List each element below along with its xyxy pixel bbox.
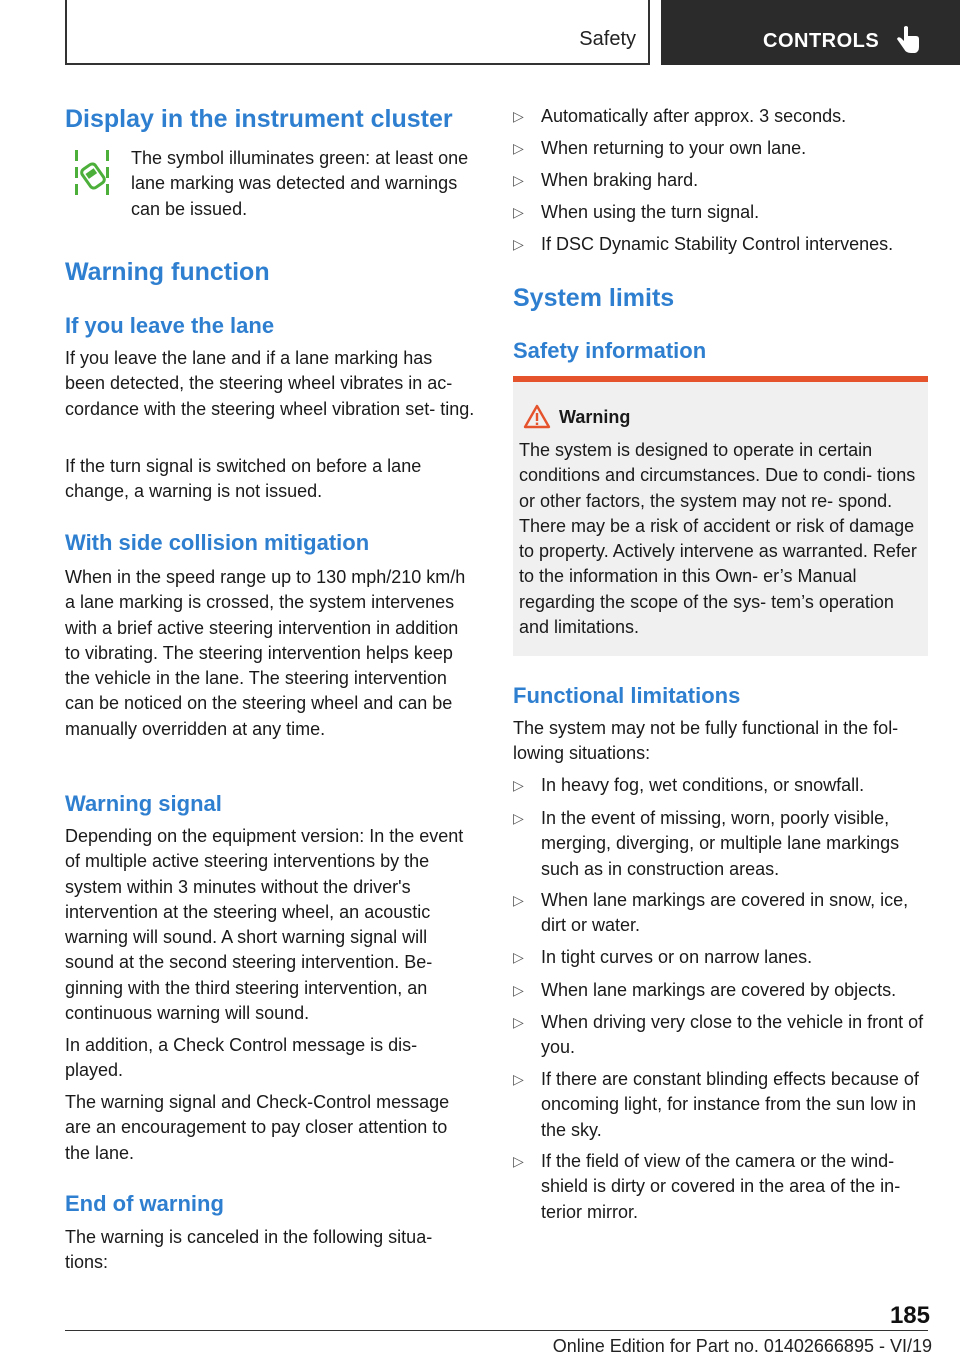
header-baseline	[65, 63, 649, 65]
system-limits-heading: System limits	[513, 284, 675, 312]
functional-intro: The system may not be fully functional in the fol‐ lowing situations:	[513, 718, 899, 764]
warning-function-heading: Warning function	[65, 258, 270, 286]
list-item-text: If there are constant blinding effects because of oncoming light, for instance from the sun low in the sky.	[541, 1069, 919, 1140]
edition-footer: Online Edition for Part no. 01402666895 - VI/19	[552, 1336, 932, 1356]
bullet-marker: ▷	[513, 236, 524, 252]
display-heading: Display in the instrument cluster	[65, 105, 453, 133]
bullet-marker: ▷	[513, 108, 524, 124]
bullet-marker: ▷	[513, 810, 524, 826]
controls-tab-label: CONTROLS	[763, 30, 880, 52]
warning-text: The system is designed to operate in certain conditions and circumstances. Due to condi‐ tions or other factors, the system may not re‐ spond. There may be a risk of accident or risk of damage to property. Actively intervene as warranted. Refer to the information in this Own‐ er’s Manual regarding the scope of the sys‐ tem’s operation and limitations.	[519, 440, 917, 638]
list-item-text: When braking hard.	[541, 170, 699, 190]
warning-signal-text-3: The warning signal and Check-Control message are an encouragement to pay closer attention to the lane.	[65, 1092, 450, 1163]
list-item-text: Automatically after approx. 3 seconds.	[541, 106, 847, 126]
list-item-text: If DSC Dynamic Stability Control intervenes.	[541, 234, 894, 254]
symbol-description: The symbol illuminates green: at least one lane marking was detected and warnings can be issued.	[131, 148, 469, 219]
list-item-text: When driving very close to the vehicle in front of you.	[541, 1012, 924, 1058]
warning-triangle-icon	[523, 404, 551, 430]
controls-tab[interactable]	[661, 0, 960, 65]
warning-signal-text-1: Depending on the equipment version: In the event of multiple active steering interventions by the system within 3 minutes without the driver's intervention at the steering wheel, an acoustic warning will sound. A short warning signal will sound at the second steering intervention. Be‐ ginning with the third steering intervention, an continuous warning will sound.	[65, 826, 464, 1024]
list-item-text: When using the turn signal.	[541, 202, 760, 222]
end-warning-text: The warning is canceled in the following situa‐ tions:	[65, 1227, 433, 1273]
bullet-marker: ▷	[513, 1071, 524, 1087]
leave-lane-text-1: If you leave the lane and if a lane marking has been detected, the steering wheel vibrates in ac‐ cordance with the steering wheel vibration set‐ ting.	[65, 348, 475, 419]
bullet-marker: ▷	[513, 949, 524, 965]
lane-departure-icon	[75, 146, 111, 202]
bullet-marker: ▷	[513, 204, 524, 220]
footer-rule	[65, 1330, 928, 1331]
list-item-text: When returning to your own lane.	[541, 138, 807, 158]
header-divider-left	[65, 0, 67, 65]
safety-information-heading: Safety information	[513, 338, 707, 363]
bullet-marker: ▷	[513, 1153, 524, 1169]
bullet-marker: ▷	[513, 172, 524, 188]
side-collision-text: When in the speed range up to 130 mph/210 km/h a lane marking is crossed, the system intervenes with a brief active steering intervention in addition to vibrating. The steering intervention helps keep the vehicle in the lane. The steering intervention can be noticed on the steering wheel and can be manually overridden at any time.	[65, 567, 466, 739]
warning-title: Warning	[559, 407, 631, 427]
warning-box	[513, 376, 928, 656]
bullet-marker: ▷	[513, 892, 524, 908]
leave-lane-text-2: If the turn signal is switched on before a lane change, a warning is not issued.	[65, 456, 422, 502]
pointing-hand-icon	[895, 25, 921, 55]
warning-signal-heading: Warning signal	[65, 791, 222, 816]
header-section-title: Safety	[579, 28, 636, 50]
leave-lane-heading: If you leave the lane	[65, 313, 275, 338]
bullet-marker: ▷	[513, 982, 524, 998]
list-item-text: In heavy fog, wet conditions, or snowfall.	[541, 775, 865, 795]
side-collision-heading: With side collision mitigation	[65, 530, 370, 555]
bullet-marker: ▷	[513, 777, 524, 793]
list-item-text: When lane markings are covered in snow, ice, dirt or water.	[541, 890, 909, 936]
bullet-marker: ▷	[513, 140, 524, 156]
list-item-text: In the event of missing, worn, poorly visible, merging, diverging, or multiple lane markings such as in construction areas.	[541, 808, 900, 879]
list-item-text: In tight curves or on narrow lanes.	[541, 947, 813, 967]
functional-limitations-heading: Functional limitations	[513, 683, 741, 708]
list-item-text: If the field of view of the camera or the wind‐ shield is dirty or covered in the area of the in‐ terior mirror.	[541, 1151, 901, 1222]
list-item-text: When lane markings are covered by objects.	[541, 980, 897, 1000]
end-warning-heading: End of warning	[65, 1191, 224, 1216]
bullet-marker: ▷	[513, 1014, 524, 1030]
warning-signal-text-2: In addition, a Check Control message is dis‐ played.	[65, 1035, 418, 1081]
page-number: 185	[889, 1302, 930, 1329]
header-divider-right	[648, 0, 650, 65]
